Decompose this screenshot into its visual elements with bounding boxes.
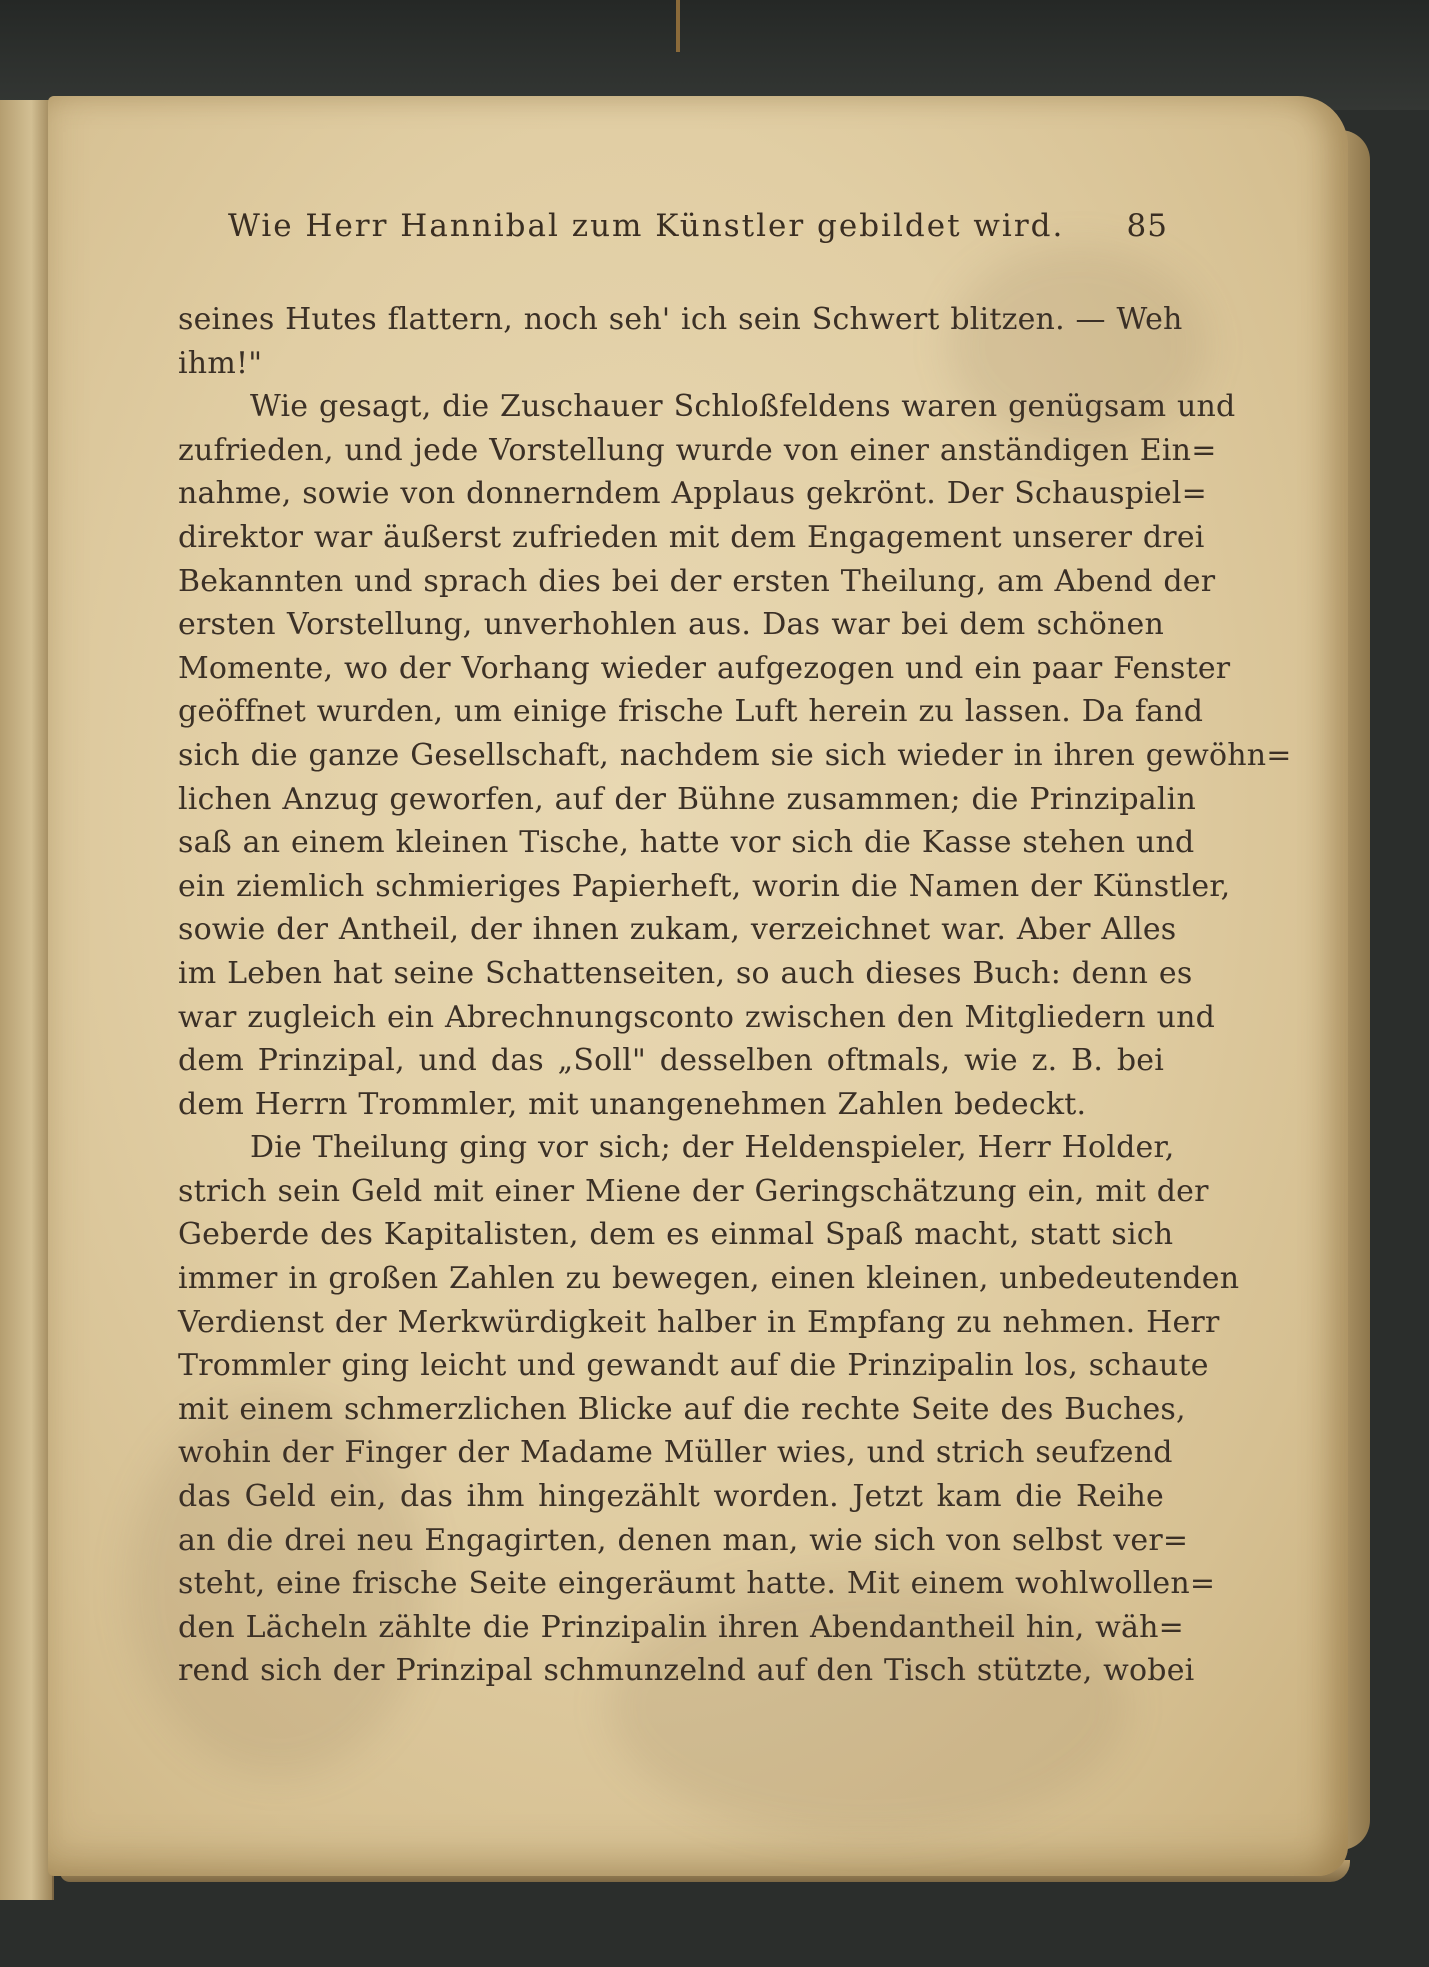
text-line: dem Prinzipal, und das „Soll" desselben oftmals, wie z. B. bei: [178, 1043, 1164, 1079]
text-line: war zugleich ein Abrechnungsconto zwischen den Mitgliedern und: [178, 999, 1216, 1035]
text-line: seines Hutes flattern, noch seh' ich sein Schwert blitzen. — Weh: [178, 302, 1183, 337]
text-line: direktor war äußerst zufrieden mit dem Engagement unserer drei: [178, 519, 1205, 555]
scan-background-top: [0, 0, 1429, 110]
text-line: an die drei neu Engagirten, denen man, wie sich von selbst ver=: [178, 1522, 1189, 1558]
text-line: sich die ganze Gesellschaft, nachdem sie sich wieder in ihren gewöhn=: [178, 737, 1292, 773]
text-line: geöffnet wurden, um einige frische Luft herein zu lassen. Da fand: [178, 694, 1204, 730]
text-line: rend sich der Prinzipal schmunzelnd auf den Tisch stützte, wobei: [178, 1653, 1195, 1689]
page-number: 85: [1126, 208, 1168, 244]
text-line: ein ziemlich schmieriges Papierheft, worin die Namen der Künstler,: [178, 868, 1231, 904]
text-line: ersten Vorstellung, unverhohlen aus. Das war bei dem schönen: [178, 607, 1164, 643]
text-line: das Geld ein, das ihm hingezählt worden. Jetzt kam die Reihe: [178, 1479, 1164, 1515]
text-line: lichen Anzug geworfen, auf der Bühne zusammen; die Prinzipalin: [178, 781, 1197, 817]
running-title: Wie Herr Hannibal zum Künstler gebildet wird.: [228, 208, 1065, 244]
text-line: saß an einem kleinen Tische, hatte vor sich die Kasse stehen und: [178, 825, 1195, 861]
text-line: zufrieden, und jede Vorstellung wurde von einer anständigen Ein=: [178, 432, 1217, 468]
text-line: nahme, sowie von donnerndem Applaus gekrönt. Der Schauspiel=: [178, 476, 1207, 512]
text-line: im Leben hat seine Schattenseiten, so auch dieses Buch: denn es: [178, 955, 1193, 991]
text-line: immer in großen Zahlen zu bewegen, einen kleinen, unbedeutenden: [178, 1261, 1240, 1297]
text-line: Trommler ging leicht und gewandt auf die Prinzipalin los, schaute: [178, 1348, 1209, 1384]
text-line: mit einem schmerzlichen Blicke auf die rechte Seite des Buches,: [178, 1391, 1186, 1427]
text-line: dem Herrn Trommler, mit unangenehmen Zahlen bedeckt.: [178, 1086, 1087, 1122]
left-page-edge: [0, 100, 54, 1900]
text-line: strich sein Geld mit einer Miene der Geringschätzung ein, mit der: [178, 1173, 1209, 1209]
text-line: Momente, wo der Vorhang wieder aufgezogen und ein paar Fenster: [178, 650, 1231, 686]
text-line: wohin der Finger der Madame Müller wies, und strich seufzend: [178, 1435, 1173, 1471]
text-line: steht, eine frische Seite eingeräumt hatte. Mit einem wohlwollen=: [178, 1566, 1216, 1602]
text-line: sowie der Antheil, der ihnen zukam, verzeichnet war. Aber Alles: [178, 912, 1177, 948]
text-line: den Lächeln zählte die Prinzipalin ihren Abendantheil hin, wäh=: [178, 1609, 1184, 1645]
binding-thread: [676, 0, 680, 52]
text-line: Bekannten und sprach dies bei der ersten Theilung, am Abend der: [178, 563, 1216, 599]
running-header: [228, 208, 1168, 260]
text-line: Geberde des Kapitalisten, dem es einmal Spaß macht, statt sich: [178, 1217, 1174, 1253]
text-line: Verdienst der Merkwürdigkeit halber in Empfang zu nehmen. Herr: [178, 1304, 1220, 1340]
text-line: Wie gesagt, die Zuschauer Schloßfeldens waren genügsam und: [250, 389, 1236, 425]
body-text: [178, 298, 1292, 1693]
text-line: ihm!": [178, 345, 263, 381]
text-line: Die Theilung ging vor sich; der Heldenspieler, Herr Holder,: [250, 1130, 1175, 1166]
